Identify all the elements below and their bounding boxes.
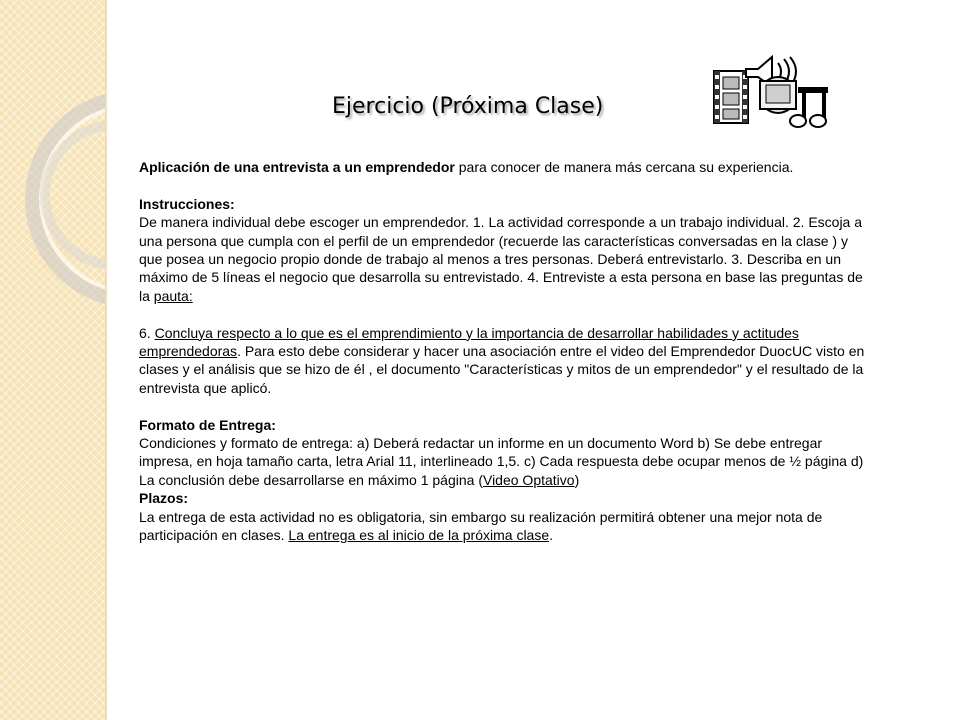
plazos-heading [139, 489, 867, 507]
formato-heading [139, 416, 867, 434]
pauta-link[interactable]: pauta: [153, 287, 193, 304]
concluya-link[interactable]: Concluya respecto a lo que es el emprendimiento y la importancia de desarrollar habilidades y actitudes emprendedoras [139, 324, 799, 360]
intro-text: para conocer de manera más cercana su experiencia. [454, 159, 794, 175]
sidebar-edge [105, 0, 108, 720]
point6-text: . Para esto debe considerar y hacer una asociación entre el video del Emprendedor DuocUC visto en clases y el análisis que se hizo de él , el documento "Características y mitos de un emprendedor" y el resultado de la entrevista que aplicó. [139, 343, 865, 396]
formato-paragraph [139, 434, 867, 489]
exercise-content [139, 158, 867, 544]
entrega-link[interactable]: La entrega es al inicio de la próxima clase [288, 527, 550, 544]
instrucciones-heading [139, 195, 867, 213]
instrucciones-heading-text: Instrucciones: [139, 195, 235, 212]
formato-heading-text: Formato de Entrega: [139, 416, 276, 433]
video-optativo-link[interactable]: Video Optativo [482, 471, 575, 488]
plazos-heading-text: Plazos: [139, 490, 189, 507]
point6-prefix: 6. [139, 324, 155, 341]
decorative-sidebar [0, 0, 105, 720]
point6-paragraph [139, 324, 867, 398]
slide-title: Ejercicio (Próxima Clase) [332, 94, 604, 119]
multimedia-film-music-icon [712, 55, 830, 129]
plazos-text: La entrega de esta actividad no es obligatoria, sin embargo su realización permitirá obtener una mejor nota de participación en clases. [139, 508, 823, 544]
instrucciones-paragraph [139, 213, 867, 305]
intro-bold: Aplicación de una entrevista a un emprendedor [139, 159, 455, 175]
formato-close: ) [574, 471, 580, 488]
plazos-end: . [549, 527, 554, 544]
plazos-paragraph [139, 508, 867, 545]
instrucciones-text: De manera individual debe escoger un emprendedor. 1. La actividad corresponde a un trabajo individual. 2. Escoja a una persona que cumpla con el perfil de un emprendedor (recuerde las características conversadas en la clase ) y que posea un negocio propio donde de trabajo al menos a tres personas. Deberá entrevistarlo. 3. Describa en un máximo de 5 líneas el negocio que desarrolla su entrevistado. 4. Entreviste a esta persona en base las preguntas de la [139, 214, 863, 304]
intro-paragraph [139, 158, 867, 176]
formato-text: Condiciones y formato de entrega: a) Deberá redactar un informe en un documento Word b) Se debe entregar impresa, en hoja tamaño carta, letra Arial 11, interlineado 1,5. c) Cada respuesta debe ocupar menos de ½ página d) La conclusión debe desarrollarse en máximo 1 página ( [139, 435, 864, 488]
